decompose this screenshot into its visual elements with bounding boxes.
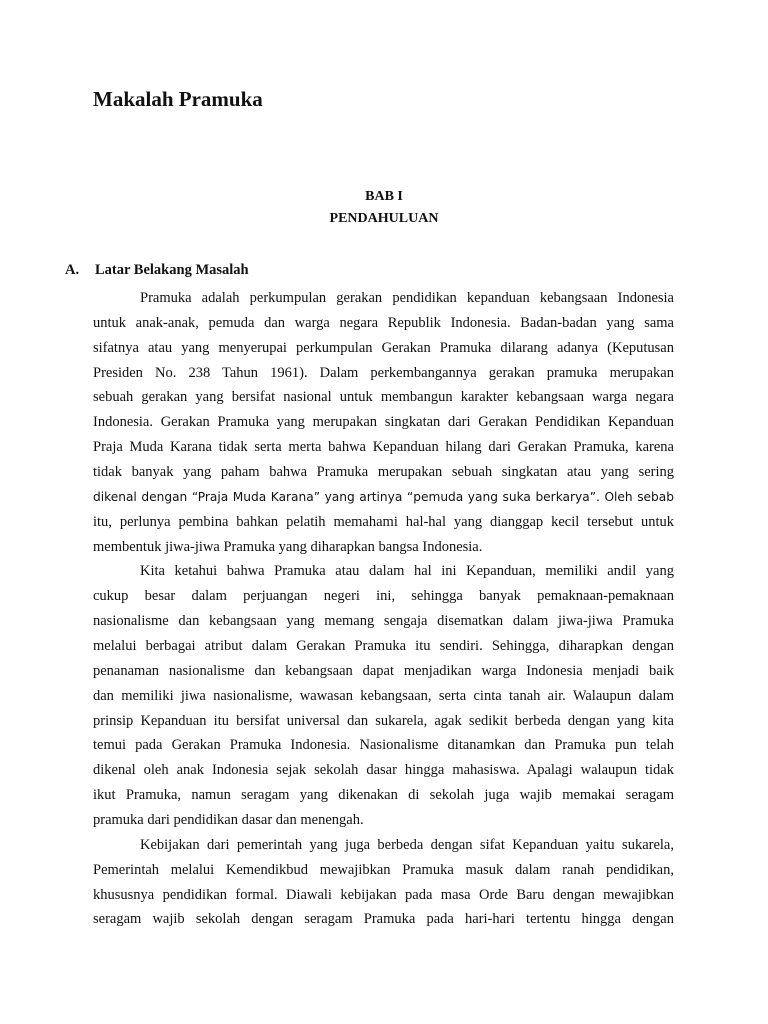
text-line: Pramuka adalah perkumpulan gerakan pendidikan kepanduan kebangsaan Indonesia — [140, 290, 674, 306]
text-line: pramuka dari pendidikan dasar dan menengah. — [93, 812, 364, 829]
text-line: Praja Muda Karana tidak serta merta bahwa Kepanduan hilang dari Gerakan Pramuka, karena — [93, 439, 674, 456]
chapter-title: PENDAHULUAN — [329, 211, 439, 226]
text-line: dikenal dengan “Praja Muda Karana” yang artinya “pemuda yang suka berkarya”. Oleh sebab — [93, 489, 674, 504]
chapter-number: BAB I — [365, 189, 403, 204]
text-line: untuk anak-anak, pemuda dan warga negara Republik Indonesia. Badan-badan yang sama — [93, 314, 674, 331]
text-line: tidak banyak yang paham bahwa Pramuka merupakan sebuah singkatan atau yang sering — [93, 464, 674, 481]
text-line: prinsip Kepanduan itu bersifat universal dan sukarela, agak sedikit berbeda dengan yang kita — [93, 712, 674, 729]
text-line: sebuah gerakan yang bersifat nasional untuk membangun karakter kebangsaan warga negara — [93, 389, 674, 406]
text-line: nasionalisme dan kebangsaan yang memang sengaja disematkan dalam jiwa-jiwa Pramuka — [93, 613, 674, 630]
text-line: Presiden No. 238 Tahun 1961). Dalam perkembangannya gerakan pramuka merupakan — [93, 364, 674, 381]
text-line: dan memiliki jiwa nasionalisme, wawasan kebangsaan, serta cinta tanah air. Walaupun dalam — [93, 687, 674, 704]
section-number: A. — [65, 262, 80, 278]
text-line: itu, perlunya pembina bahkan pelatih memahami hal-hal yang dianggap kecil tersebut untuk — [93, 513, 674, 530]
text-line: membentuk jiwa-jiwa Pramuka yang diharapkan bangsa Indonesia. — [93, 538, 483, 555]
text-line: cukup besar dalam perjuangan negeri ini, sehingga banyak pemaknaan-pemaknaan — [93, 588, 674, 605]
text-line: melalui berbagai atribut dalam Gerakan Pramuka itu sendiri. Sehingga, diharapkan dengan — [93, 638, 674, 655]
text-line: dikenal oleh anak Indonesia sejak sekolah dasar hingga mahasiswa. Apalagi walaupun tidak — [93, 762, 674, 779]
text-line: Kebijakan dari pemerintah yang juga berbeda dengan sifat Kepanduan yaitu sukarela, — [140, 836, 674, 853]
text-line: temui pada Gerakan Pramuka Indonesia. Nasionalisme ditanamkan dan Pramuka pun telah — [93, 737, 674, 754]
text-line: khususnya pendidikan formal. Diawali kebijakan pada masa Orde Baru dengan mewajibkan — [93, 886, 674, 903]
document-title: Makalah Pramuka — [93, 87, 263, 111]
text-line: Kita ketahui bahwa Pramuka atau dalam hal ini Kepanduan, memiliki andil yang — [140, 563, 674, 580]
section-heading — [65, 262, 249, 279]
section-title: Latar Belakang Masalah — [95, 262, 249, 278]
text-line: Indonesia. Gerakan Pramuka yang merupakan singkatan dari Gerakan Pendidikan Kepanduan — [93, 414, 674, 431]
text-line: sifatnya atau yang menyerupai perkumpulan Gerakan Pramuka dilarang adanya (Keputusan — [93, 339, 674, 356]
body-text — [93, 286, 674, 932]
text-line: ikut Pramuka, namun seragam yang dikenakan di sekolah juga wajib memakai seragam — [93, 787, 674, 804]
text-line: seragam wajib sekolah dengan seragam Pramuka pada hari-hari tertentu hingga dengan — [93, 911, 674, 928]
text-line: Pemerintah melalui Kemendikbud mewajibkan Pramuka masuk dalam ranah pendidikan, — [93, 861, 674, 878]
text-line: penanaman nasionalisme dan kebangsaan dapat menjadikan warga Indonesia menjadi baik — [93, 662, 674, 679]
